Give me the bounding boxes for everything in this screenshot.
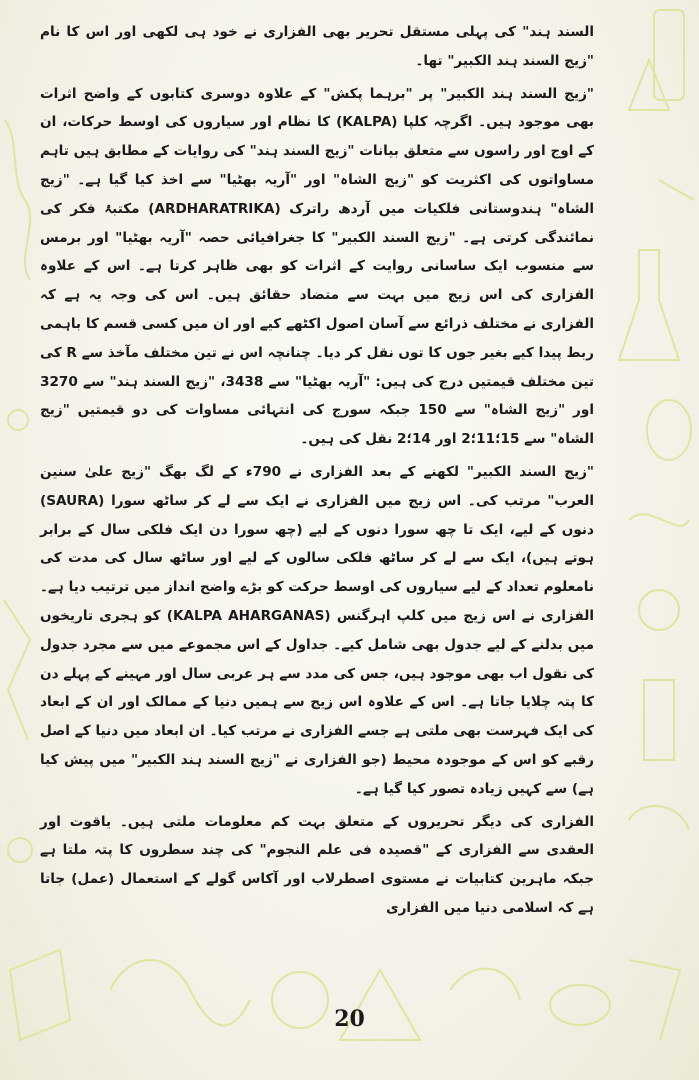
page-number: 20 <box>334 1006 365 1032</box>
paragraph-3: "زیج السند الکبیر" لکھنے کے بعد الفزاری نے 790ء کے لگ بھگ "زیج علیٰ سنین العرب" مرتب کی۔ اس زیج میں الفزاری نے ایک سے لے کر ساٹھ سورا (SAURA) دنوں کے لیے، ایک تا چھ سورا دنوں کے لیے (چھ سورا دن ایک فلکی سال کے برابر ہوتے ہیں)، ایک سے لے کر ساٹھ فلکی سالوں کے لیے اور ساٹھ سال کی مدت کی نامعلوم تعداد کے لیے سیاروں کی اوسط حرکت کو بڑے واضح انداز میں ترتیب دیا ہے۔ الفزاری نے اس زیج میں کلپ اہرگنس (KALPA AHARGANAS) کو ہجری تاریخوں میں بدلنے کے لیے جدول بھی شامل کیے۔ جداول کے اس مجموعے میں سے مجرد جدول کی نقول اب بھی موجود ہیں، جس کی مدد سے ہر عربی سال اور مہینے کے پہلے دن کا پتہ چلایا جاتا ہے۔ اس کے علاوہ اس زیج سے ہمیں دنیا کے ممالک اور ان کے ابعاد کی ایک فہرست بھی ملتی ہے جسے الفزاری نے مرتب کیا۔ ان ابعاد میں دنیا کے اصل رقبے کو اس کے موجودہ محیط (جو الفزاری نے "زیج السند ہند الکبیر" میں پیش کیا ہے) سے کہیں زیادہ تصور کیا گیا ہے۔ <box>40 463 595 797</box>
paragraph-1: السند ہند" کی پہلی مستقل تحریر بھی الفزاری نے خود ہی لکھی اور اس کا نام "زیج السند ہند الکبیر" تھا۔ <box>40 24 594 69</box>
paragraph-2: "زیج السند ہند الکبیر" پر "برہما پکش" کے علاوہ دوسری کتابوں کے واضح اثرات بھی موجود ہیں۔ اگرچہ کلپا (KALPA) کا نظام اور سیاروں کی اوسط حرکات، ان کے اوج اور راسوں سے متعلق بیانات "زیج السند ہند" کی روایات کے مطابق ہیں تاہم مساواتوں کی اکثریت کو "زیج الشاہ" اور "آریہ بھٹیا" سے اخذ کیا گیا ہے۔ "زیج الشاہ" ہندوستانی فلکیات میں آردھ راترک (ARDHARATRIKA) مکتبۂ فکر کی نمائندگی کرتی ہے۔ "زیج السند الکبیر" کا جغرافیائی حصہ "آریہ بھٹیا" اور برمس سے منسوب ایک ساسانی روایت کے اثرات کو بھی ظاہر کرتا ہے۔ اس کے علاوہ الفزاری کی اس زیج میں بہت سے متضاد حقائق ہیں۔ اس کی وجہ یہ ہے کہ الفزاری نے مختلف ذرائع سے آسان اصول اکٹھے کیے اور ان میں کسی قسم کا باہمی ربط پیدا کیے بغیر جوں کا توں نقل کر دیا۔ چنانچہ اس نے تین مختلف مآخذ سے R کی تین مختلف قیمتیں درج کی ہیں: "آریہ بھٹیا" سے 3438، "زیج السند ہند" سے 3270 اور "زیج الشاہ" سے 150 جبکہ سورج کی انتہائی مساوات کی دو قیمتیں "زیج الشاہ" سے 15؛11؛2 اور 14؛2 نقل کی ہیں۔ <box>40 85 595 448</box>
article-body <box>40 18 594 923</box>
paragraph-4: الفزاری کی دیگر تحریروں کے متعلق بہت کم معلومات ملتی ہیں۔ یاقوت اور العقدی سے الفزاری کے "قصیدہ فی علم النجوم" کی چند سطروں کا پتہ ملتا ہے جبکہ ماہرین کتابیات نے مستوی اصطرلاب اور آکاس گولے کے استعمال (عمل) جاتا ہے کہ اسلامی دنیا میں الفزاری <box>40 813 594 916</box>
